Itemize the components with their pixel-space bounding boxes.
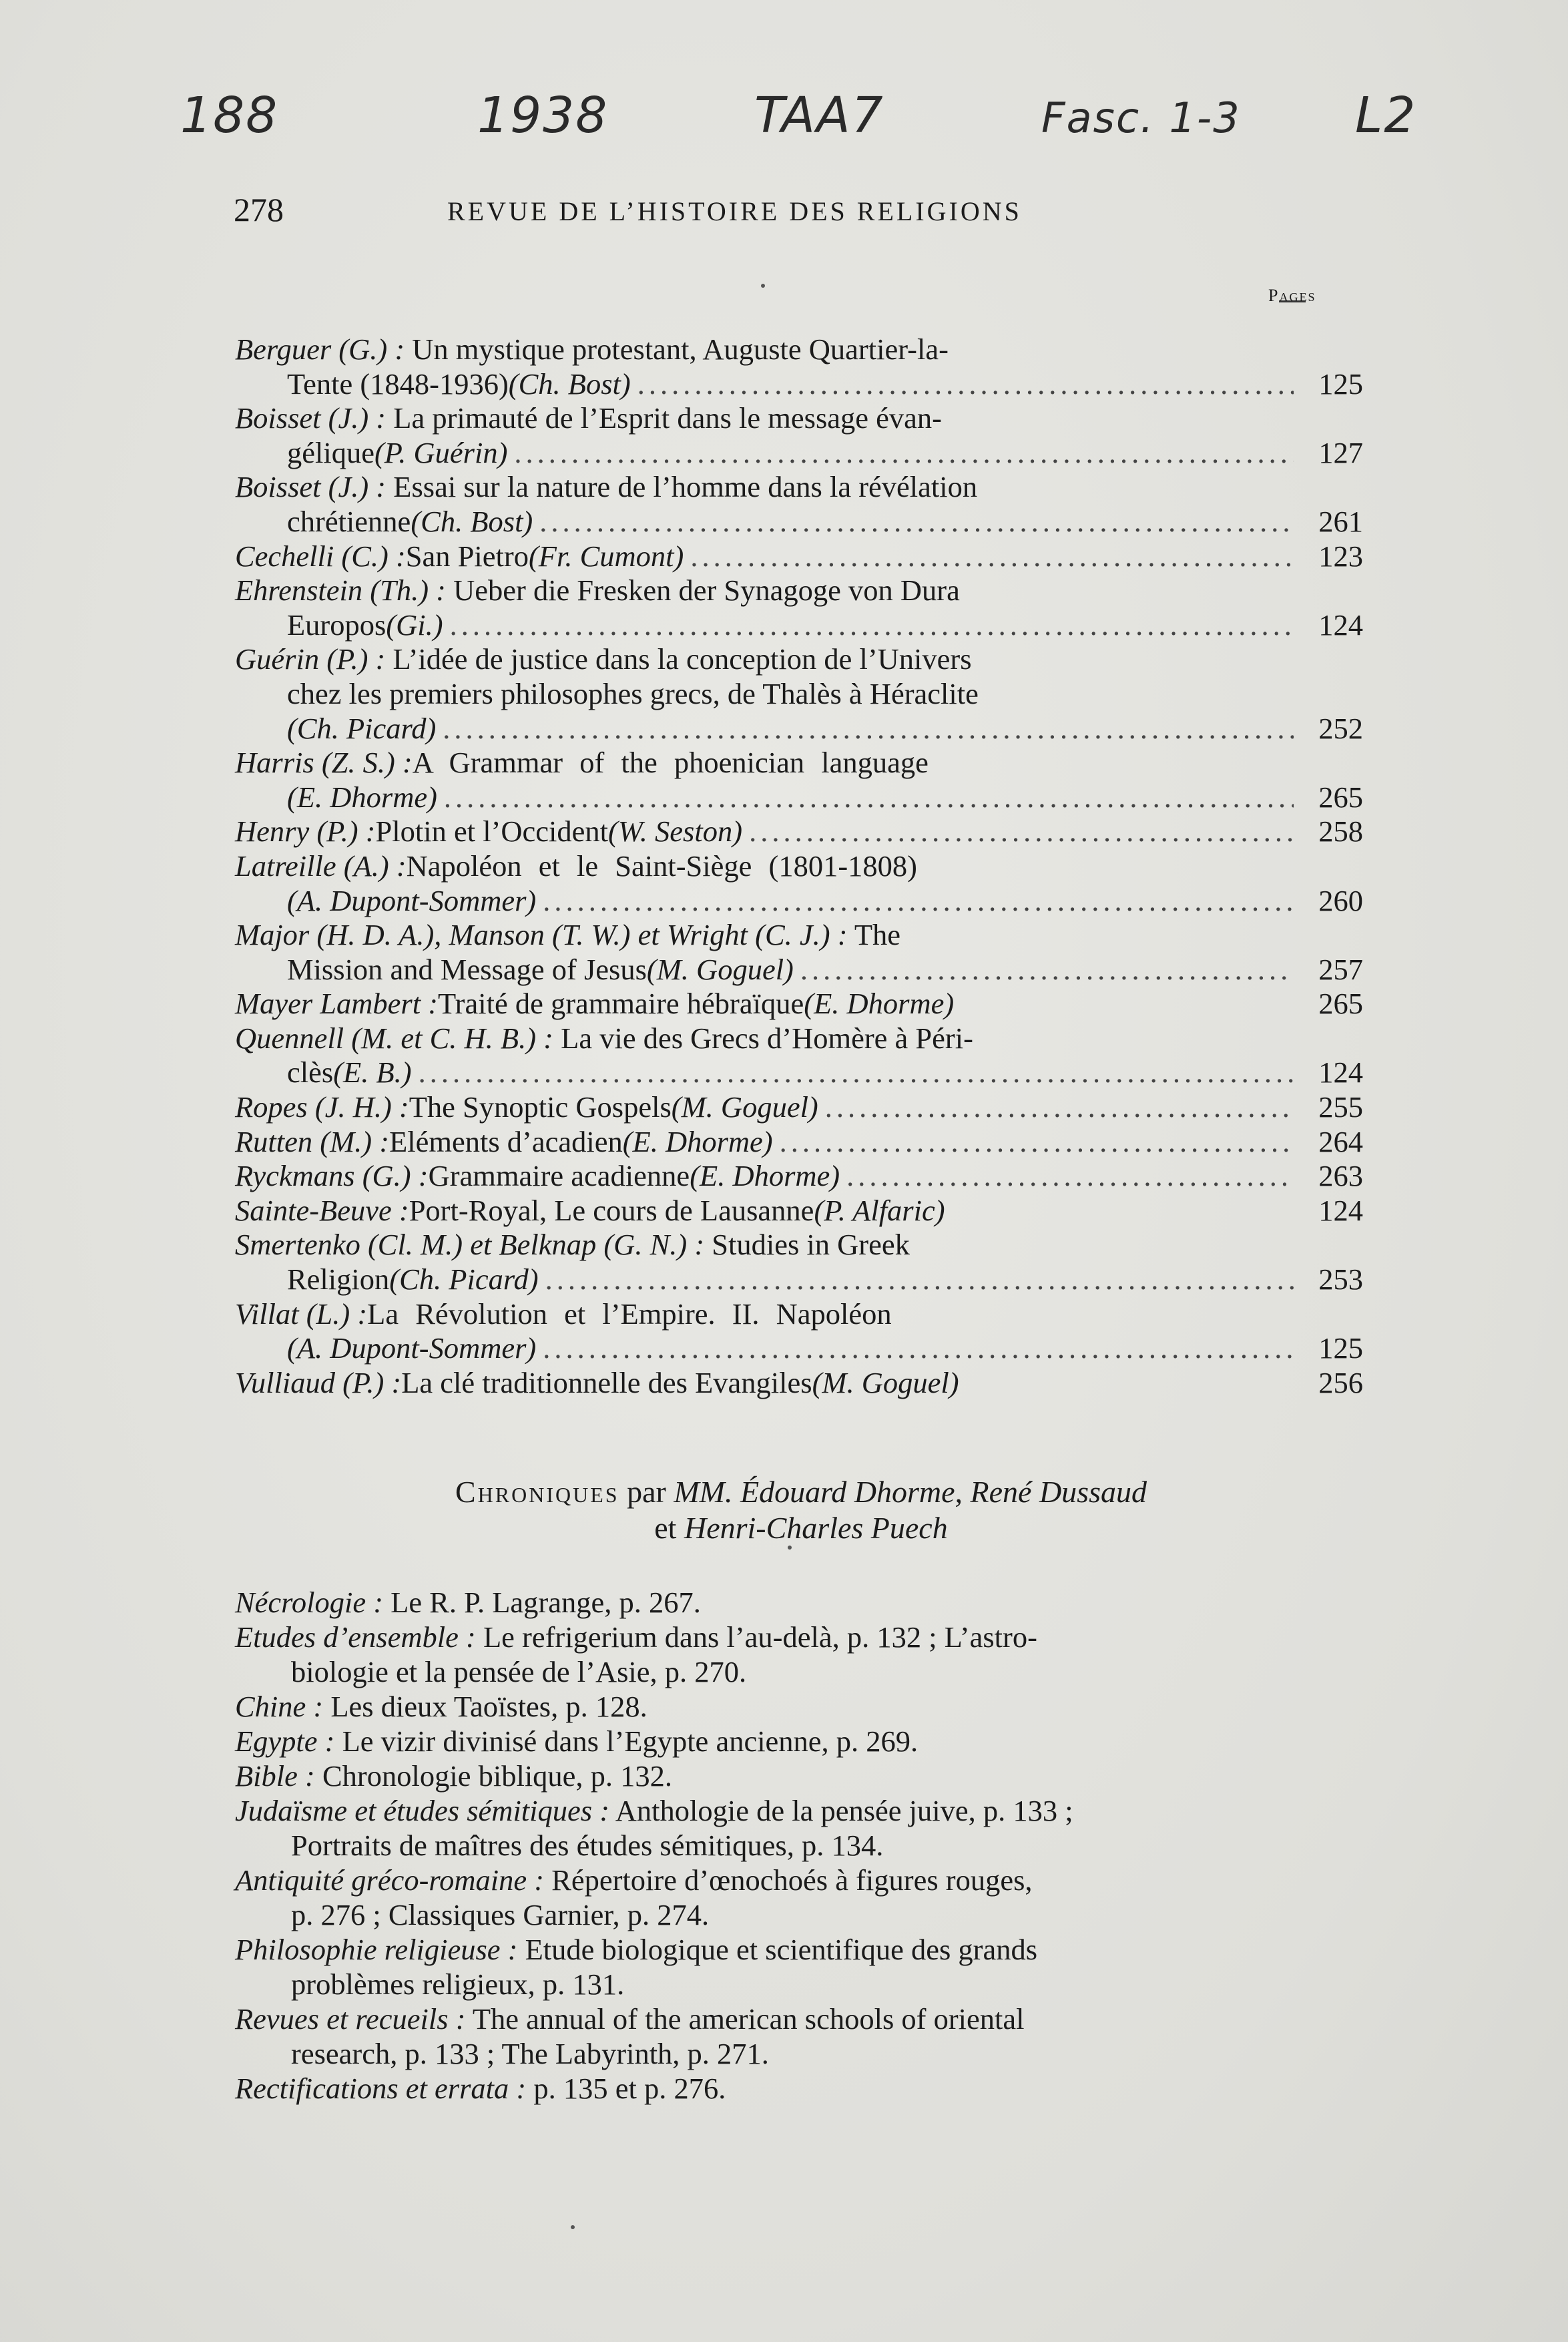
chronicle-category: Etudes d’ensemble : xyxy=(235,1620,476,1654)
leader-dots xyxy=(800,953,1294,987)
chronicles-authors: Henri-Charles Puech xyxy=(684,1511,948,1545)
entry-title: Religion xyxy=(287,1262,390,1297)
entry-author: Cechelli (C.) : xyxy=(235,539,406,573)
chronicle-text: Portraits de maîtres des études sémitiques, p. 134. xyxy=(291,1829,884,1862)
leader-dots xyxy=(545,1262,1294,1297)
entry-page: 124 xyxy=(1318,1056,1363,1090)
entry-title: clès xyxy=(287,1056,334,1090)
pages-column-heading xyxy=(1268,286,1316,305)
list-item xyxy=(235,470,1363,539)
entry-reviewer: (A. Dupont-Sommer) xyxy=(287,883,537,917)
entry-author: Ryckmans (G.) : xyxy=(235,1159,429,1193)
entry-page: 253 xyxy=(1318,1262,1363,1297)
leader-dots xyxy=(780,1125,1294,1160)
chronicle-text: biologie et la pensée de l’Asie, p. 270. xyxy=(291,1655,747,1688)
list-item xyxy=(235,1932,1363,2002)
entry-author: Vulliaud (P.) : xyxy=(235,1365,402,1399)
leader-dots xyxy=(443,712,1294,746)
chronicle-category: Revues et recueils : xyxy=(235,2002,466,2036)
chronicle-category: Nécrologie : xyxy=(235,1586,384,1619)
entry-reviewer: (Gi.) xyxy=(386,608,443,642)
chronicle-category: Egypte : xyxy=(235,1724,335,1758)
entry-reviewer: (M. Goguel) xyxy=(671,1090,818,1124)
list-item xyxy=(235,1689,1363,1724)
chronicles-heading: Chroniques par MM. Édouard Dhorme, René Dussaud et Henri-Charles Puech xyxy=(455,1475,1147,1545)
entry-title: Port-Royal, Le cours de Lausanne xyxy=(409,1193,814,1227)
list-item xyxy=(235,642,1363,746)
entry-title: Napoléon et le Saint-Siège (1801-1808) xyxy=(406,849,917,883)
entry-page: 124 xyxy=(1318,1193,1363,1227)
list-item xyxy=(235,1194,1363,1228)
entry-page: 125 xyxy=(1318,367,1363,401)
leader-dots xyxy=(444,780,1294,815)
entry-page: 252 xyxy=(1318,711,1363,745)
leader-dots xyxy=(419,1056,1294,1090)
leader-dots xyxy=(637,367,1294,402)
list-item xyxy=(235,849,1363,918)
entry-author: Major (H. D. A.), Manson (T. W.) et Wright (C. J.) : xyxy=(235,918,848,952)
entry-page: 265 xyxy=(1318,987,1363,1021)
list-item xyxy=(235,1759,1363,1793)
entry-reviewer: (E. Dhorme) xyxy=(690,1159,840,1193)
chronicle-text: Chronologie biblique, p. 132. xyxy=(314,1759,673,1793)
chronicle-category: Philosophie religieuse : xyxy=(235,1933,518,1966)
chronicle-text: Les dieux Taoïstes, p. 128. xyxy=(323,1690,647,1723)
entry-reviewer: (M. Goguel) xyxy=(646,952,794,986)
list-item xyxy=(235,814,1363,849)
entry-reviewer: (Ch. Picard) xyxy=(389,1262,539,1297)
entry-author: Quennell (M. et C. H. B.) : xyxy=(235,1021,554,1055)
list-item xyxy=(235,1585,1363,1620)
chronicle-text: Le refrigerium dans l’au-delà, p. 132 ; L’astro- xyxy=(475,1620,1037,1654)
entry-author: Sainte-Beuve : xyxy=(235,1193,409,1227)
entry-title: The Synoptic Gospels xyxy=(409,1090,672,1124)
list-item xyxy=(235,401,1363,470)
leader-dots xyxy=(690,539,1294,574)
entry-page: 124 xyxy=(1318,608,1363,642)
entry-title: The xyxy=(847,918,901,952)
list-item xyxy=(235,1297,1363,1366)
entry-title: Europos xyxy=(287,608,386,642)
list-item xyxy=(235,1724,1363,1759)
pages-label: Pages xyxy=(1268,286,1316,305)
chronicle-category: Bible : xyxy=(235,1759,315,1793)
entry-reviewer: (E. Dhorme) xyxy=(804,987,955,1021)
list-item xyxy=(235,1125,1363,1160)
chronicle-text: p. 135 et p. 276. xyxy=(526,2072,726,2105)
list-item xyxy=(235,2002,1363,2071)
entry-title: La clé traditionnelle des Evangiles xyxy=(401,1365,812,1399)
chronicle-text: Etude biologique et scientifique des grands xyxy=(517,1933,1038,1966)
leader-dots xyxy=(825,1090,1294,1125)
entry-reviewer: (A. Dupont-Sommer) xyxy=(287,1331,537,1365)
chronicle-text: The annual of the american schools of oriental xyxy=(465,2002,1025,2036)
journal-title: REVUE DE L’HISTOIRE DES RELIGIONS xyxy=(447,196,1022,226)
list-item xyxy=(235,1863,1363,1932)
entry-title: chrétienne xyxy=(287,504,411,538)
entry-author: Guérin (P.) : xyxy=(235,642,386,676)
entry-title: La vie des Grecs d’Homère à Péri- xyxy=(553,1021,973,1055)
entry-author: Smertenko (Cl. M.) et Belknap (G. N.) : xyxy=(235,1228,705,1262)
entry-author: Villat (L.) : xyxy=(235,1297,368,1331)
review-index-list xyxy=(235,332,1363,1400)
handwritten-annotation: TAA7 xyxy=(754,87,884,144)
list-item xyxy=(235,573,1363,642)
entry-author: Rutten (M.) : xyxy=(235,1124,390,1158)
entry-page: 123 xyxy=(1318,539,1363,573)
entry-reviewer: (Ch. Bost) xyxy=(508,367,631,401)
entry-page: 265 xyxy=(1318,780,1363,814)
running-head xyxy=(234,190,1368,244)
page-number: 278 xyxy=(234,191,284,228)
entry-page: 255 xyxy=(1318,1090,1363,1124)
list-item xyxy=(235,332,1363,401)
entry-reviewer: (E. Dhorme) xyxy=(622,1124,773,1158)
handwritten-annotation: L2 xyxy=(1355,87,1417,144)
entry-title: Studies in Greek xyxy=(704,1228,910,1262)
entry-page: 263 xyxy=(1318,1159,1363,1193)
entry-title: La Révolution et l’Empire. II. Napoléon xyxy=(367,1297,892,1331)
leader-dots xyxy=(846,1159,1294,1194)
entry-title: chez les premiers philosophes grecs, de Thalès à Héraclite xyxy=(287,676,979,710)
chronicle-category: Chine : xyxy=(235,1690,324,1723)
entry-author: Boisset (J.) : xyxy=(235,401,386,435)
list-item xyxy=(235,918,1363,987)
entry-page: 261 xyxy=(1318,504,1363,538)
leader-dots xyxy=(539,505,1294,539)
entry-title: Grammaire acadienne xyxy=(428,1159,690,1193)
list-item xyxy=(235,1090,1363,1125)
entry-title: Plotin et l’Occident xyxy=(375,814,608,849)
entry-page: 256 xyxy=(1318,1365,1363,1399)
leader-dots xyxy=(749,814,1294,849)
chronicle-text: problèmes religieux, p. 131. xyxy=(291,1967,625,2001)
entry-title: A Grammar of the phoenician language xyxy=(412,746,929,780)
entry-page: 127 xyxy=(1318,435,1363,469)
entry-author: Ehrenstein (Th.) : xyxy=(235,573,446,608)
list-item xyxy=(235,1021,1363,1090)
chronicles-label: Chroniques xyxy=(455,1475,619,1509)
entry-title: L’idée de justice dans la conception de l’Univers xyxy=(385,642,972,676)
entry-reviewer: (Ch. Bost) xyxy=(411,504,533,538)
entry-author: Boisset (J.) : xyxy=(235,470,386,504)
entry-author: Henry (P.) : xyxy=(235,814,376,849)
entry-author: Berguer (G.) : xyxy=(235,332,405,366)
chronicle-text: Le vizir divinisé dans l’Egypte ancienne, p. 269. xyxy=(334,1724,919,1758)
handwritten-annotation: Fasc. 1-3 xyxy=(1041,93,1241,142)
list-item xyxy=(235,1620,1363,1689)
entry-reviewer: (E. Dhorme) xyxy=(287,780,437,814)
entry-title: Un mystique protestant, Auguste Quartier-la- xyxy=(405,332,949,366)
list-item xyxy=(235,2071,1363,2106)
leader-dots xyxy=(514,436,1294,471)
chronicle-category: Rectifications et errata : xyxy=(235,2072,527,2105)
list-item xyxy=(235,1159,1363,1194)
entry-title: Traité de grammaire hébraïque xyxy=(438,987,804,1021)
entry-title: Tente (1848-1936) xyxy=(287,367,509,401)
chronicles-authors: MM. Édouard Dhorme, René Dussaud xyxy=(674,1475,1147,1509)
entry-title: San Pietro xyxy=(405,539,529,573)
entry-reviewer: (Fr. Cumont) xyxy=(528,539,684,573)
paper-speck xyxy=(788,1546,792,1550)
chronicle-text: Anthologie de la pensée juive, p. 133 ; xyxy=(609,1794,1073,1827)
entry-author: Harris (Z. S.) : xyxy=(235,746,413,780)
chronicle-category: Judaïsme et études sémitiques : xyxy=(235,1794,610,1827)
paper-speck xyxy=(761,284,765,288)
chronicle-text: Le R. P. Lagrange, p. 267. xyxy=(383,1586,701,1619)
list-item xyxy=(235,1366,1363,1401)
handwritten-annotation: 1938 xyxy=(477,87,609,144)
entry-title: Essai sur la nature de l’homme dans la révélation xyxy=(386,470,978,504)
entry-page: 258 xyxy=(1318,814,1363,849)
chronicle-text: research, p. 133 ; The Labyrinth, p. 271. xyxy=(291,2037,769,2070)
entry-author: Latreille (A.) : xyxy=(235,849,407,883)
entry-reviewer: (M. Goguel) xyxy=(812,1365,959,1399)
entry-reviewer: (P. Guérin) xyxy=(374,435,508,469)
entry-reviewer: (Ch. Picard) xyxy=(287,711,437,745)
list-item xyxy=(235,1228,1363,1297)
list-item xyxy=(235,539,1363,574)
leader-dots xyxy=(543,884,1294,919)
list-item xyxy=(235,746,1363,814)
entry-title: Eléments d’acadien xyxy=(389,1124,623,1158)
entry-title: La primauté de l’Esprit dans le message évan- xyxy=(386,401,942,435)
entry-page: 257 xyxy=(1318,952,1363,986)
list-item xyxy=(235,1793,1363,1863)
leader-dots xyxy=(450,608,1294,643)
entry-reviewer: (W. Seston) xyxy=(608,814,743,849)
entry-reviewer: (P. Alfaric) xyxy=(814,1193,945,1227)
chronicle-text: p. 276 ; Classiques Garnier, p. 274. xyxy=(291,1898,710,1931)
chronicle-text: Répertoire d’œnochoés à figures rouges, xyxy=(544,1863,1033,1897)
entry-title: Ueber die Fresken der Synagoge von Dura xyxy=(445,573,960,608)
entry-page: 125 xyxy=(1318,1331,1363,1365)
entry-page: 264 xyxy=(1318,1124,1363,1158)
entry-title: gélique xyxy=(287,435,374,469)
chronicles-list xyxy=(235,1585,1363,2106)
paper-speck xyxy=(571,2225,575,2229)
list-item xyxy=(235,987,1363,1021)
entry-title: Mission and Message of Jesus xyxy=(287,952,647,986)
entry-author: Mayer Lambert : xyxy=(235,987,439,1021)
entry-page: 260 xyxy=(1318,883,1363,917)
entry-author: Ropes (J. H.) : xyxy=(235,1090,409,1124)
handwritten-annotation: 188 xyxy=(180,87,279,144)
leader-dots xyxy=(543,1331,1294,1366)
entry-reviewer: (E. B.) xyxy=(333,1056,412,1090)
chronicle-category: Antiquité gréco-romaine : xyxy=(235,1863,545,1897)
